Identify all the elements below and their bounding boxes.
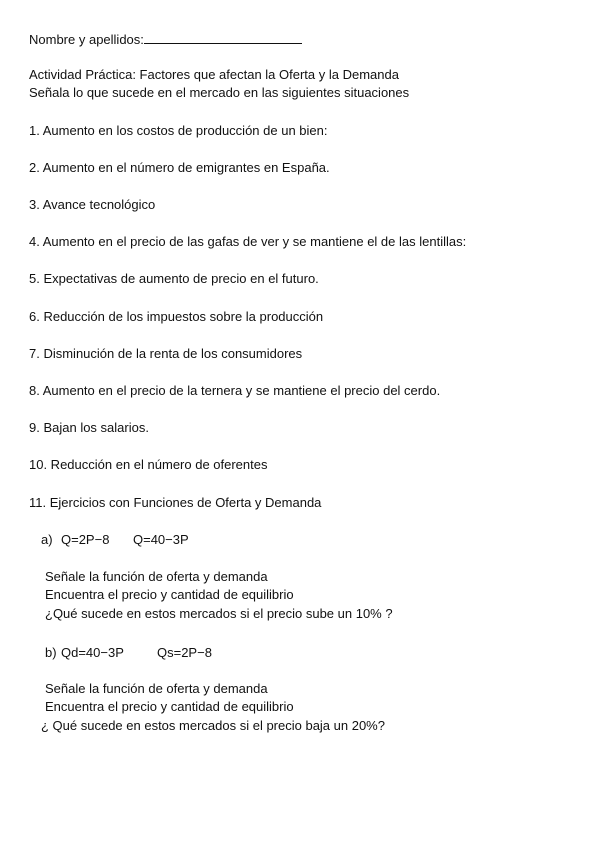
question-6: 6. Reducción de los impuestos sobre la producción <box>29 309 324 324</box>
exercise-b-task-1: Señale la función de oferta y demanda <box>45 681 268 696</box>
exercise-a-task-1: Señale la función de oferta y demanda <box>45 569 268 584</box>
activity-instruction: Señala lo que sucede en el mercado en las siguientes situaciones <box>29 85 410 100</box>
exercise-a-task-3: ¿Qué sucede en estos mercados si el precio sube un 10% ? <box>45 606 393 621</box>
exercise-b-task-2: Encuentra el precio y cantidad de equilibrio <box>45 699 294 714</box>
exercise-b-task-3: ¿ Qué sucede en estos mercados si el precio baja un 20%? <box>41 718 385 733</box>
exercise-b-label: b) <box>45 645 57 660</box>
name-label: Nombre y apellidos: <box>29 32 144 47</box>
question-8: 8. Aumento en el precio de la ternera y se mantiene el precio del cerdo. <box>29 383 441 398</box>
question-10: 10. Reducción en el número de oferentes <box>29 457 268 472</box>
question-3: 3. Avance tecnológico <box>29 197 156 212</box>
activity-title: Actividad Práctica: Factores que afectan la Oferta y la Demanda <box>29 67 399 82</box>
exercise-a-equation-1: Q=2P−8 <box>61 532 110 547</box>
question-7: 7. Disminución de la renta de los consumidores <box>29 346 303 361</box>
name-field-line <box>29 31 302 48</box>
question-1: 1. Aumento en los costos de producción de un bien: <box>29 123 328 138</box>
question-9: 9. Bajan los salarios. <box>29 420 149 435</box>
name-blank-underline <box>144 31 302 44</box>
exercise-a-equation-2: Q=40−3P <box>133 532 189 547</box>
exercise-a-label: a) <box>41 532 53 547</box>
question-4: 4. Aumento en el precio de las gafas de ver y se mantiene el de las lentillas: <box>29 234 467 249</box>
exercise-a-task-2: Encuentra el precio y cantidad de equilibrio <box>45 587 294 602</box>
question-5: 5. Expectativas de aumento de precio en el futuro. <box>29 271 319 286</box>
exercise-b-equation-1: Qd=40−3P <box>61 645 124 660</box>
question-11: 11. Ejercicios con Funciones de Oferta y Demanda <box>29 495 322 510</box>
exercise-b-equation-2: Qs=2P−8 <box>157 645 212 660</box>
question-2: 2. Aumento en el número de emigrantes en España. <box>29 160 330 175</box>
